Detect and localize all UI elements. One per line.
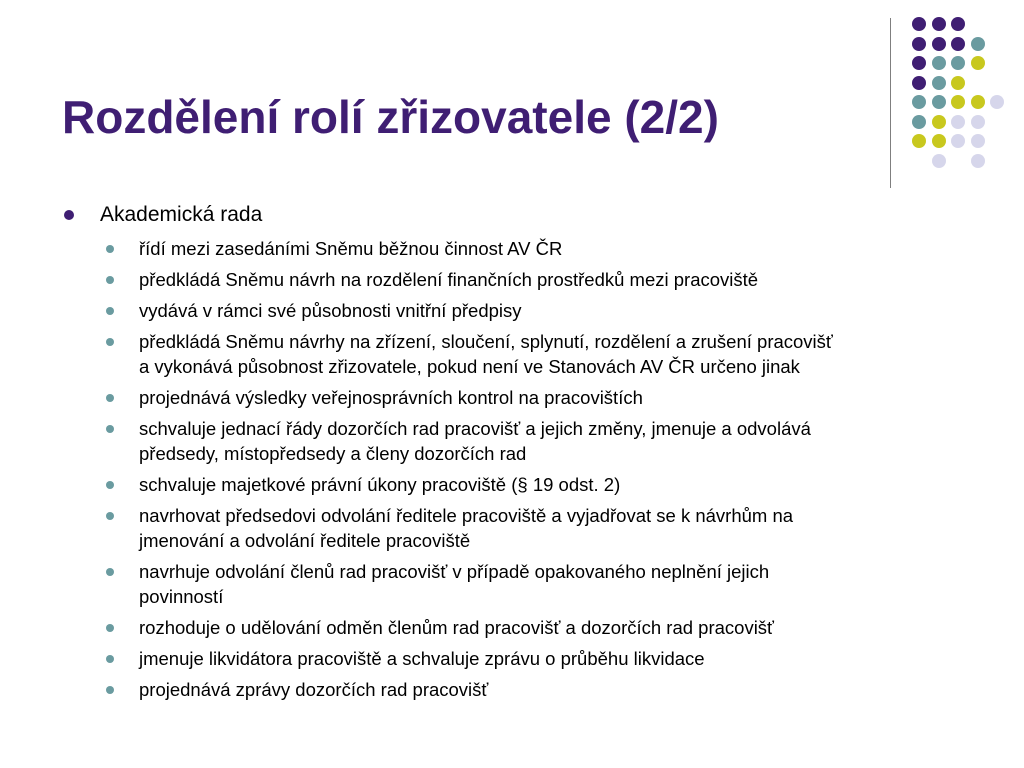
- level2-item-line: projednává zprávy dozorčích rad pracovišť: [139, 679, 489, 700]
- level2-item: [139, 236, 1019, 261]
- level2-bullet-icon: [106, 338, 114, 346]
- level1-bullet-icon: [64, 210, 74, 220]
- level2-item: [139, 329, 1019, 379]
- level2-item-line: řídí mezi zasedáními Sněmu běžnou činnost AV ČR: [139, 238, 563, 259]
- level2-item: [139, 267, 1019, 292]
- level2-item: [139, 385, 1019, 410]
- level2-bullet-icon: [106, 686, 114, 694]
- level2-item-line: předsedy, místopředsedy a členy dozorčích rad: [139, 443, 527, 464]
- slide-title: Rozdělení rolí zřizovatele (2/2): [62, 91, 719, 143]
- level2-item-line: a vykonává působnost zřizovatele, pokud není ve Stanovách AV ČR určeno jinak: [139, 356, 800, 377]
- level2-item-line: vydává v rámci své působnosti vnitřní předpisy: [139, 300, 522, 321]
- level2-bullet-icon: [106, 394, 114, 402]
- level2-item-line: předkládá Sněmu návrhy na zřízení, sloučení, splynutí, rozdělení a zrušení pracovišť: [139, 331, 833, 352]
- level2-bullet-icon: [106, 425, 114, 433]
- level2-item-line: navrhuje odvolání členů rad pracovišť v případě opakovaného neplnění jejich: [139, 561, 770, 582]
- level2-item-line: schvaluje jednací řády dozorčích rad pracovišť a jejich změny, jmenuje a odvolává: [139, 418, 811, 439]
- level2-item: [139, 472, 1019, 497]
- level2-item-line: jmenuje likvidátora pracoviště a schvaluje zprávu o průběhu likvidace: [139, 648, 705, 669]
- level2-bullet-icon: [106, 307, 114, 315]
- level2-item: [139, 559, 1019, 609]
- level2-item-line: schvaluje majetkové právní úkony pracoviště (§ 19 odst. 2): [139, 474, 621, 495]
- level2-item-line: jmenování a odvolání ředitele pracoviště: [139, 530, 471, 551]
- level2-item-line: projednává výsledky veřejnosprávních kontrol na pracovištích: [139, 387, 643, 408]
- level2-bullet-icon: [106, 481, 114, 489]
- level1-item-label: Akademická rada: [100, 203, 263, 226]
- level2-item-line: předkládá Sněmu návrh na rozdělení finančních prostředků mezi pracoviště: [139, 269, 759, 290]
- level2-bullet-icon: [106, 655, 114, 663]
- level2-item: [139, 677, 1019, 702]
- level2-bullet-icon: [106, 512, 114, 520]
- level2-item: [139, 298, 1019, 323]
- level2-item-line: povinností: [139, 586, 224, 607]
- level2-item-line: rozhoduje o udělování odměn členům rad pracovišť a dozorčích rad pracovišť: [139, 617, 774, 638]
- level2-item: [139, 646, 1019, 671]
- level2-bullet-icon: [106, 276, 114, 284]
- level2-bullet-icon: [106, 245, 114, 253]
- level2-item: [139, 615, 1019, 640]
- level2-item: [139, 503, 1019, 553]
- level2-item: [139, 416, 1019, 466]
- level2-bullet-icon: [106, 624, 114, 632]
- level2-item-line: navrhovat předsedovi odvolání ředitele pracoviště a vyjadřovat se k návrhům na: [139, 505, 794, 526]
- level2-bullet-icon: [106, 568, 114, 576]
